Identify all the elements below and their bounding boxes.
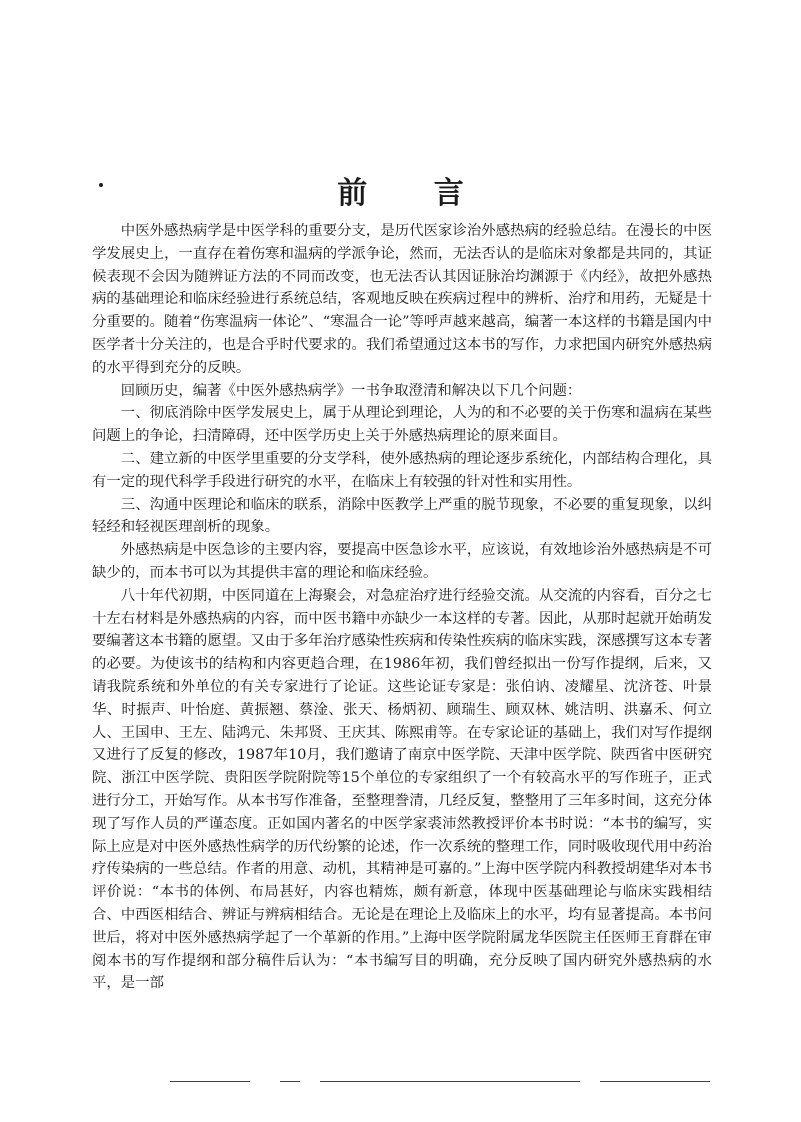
paragraph: 八十年代初期，中医同道在上海聚会，对急症治疗进行经验交流。从交流的内容看，百分之七十左右材料是外感热病的内容，而中医书籍中亦缺少一本这样的专著。因此，从那时起就开始萌发要编著这本书籍的愿望。又由于多年治疗感染性疾病和传染性疾病的临床实践，深感撰写这本专著的必要。为使该书的结构和内容更趋合理，在1986年初，我们曾经拟出一份写作提纲，后来，又请我院系统和外单位的有关专家进行了论证。这些论证专家是：张伯讷、凌耀星、沈济苍、叶景华、时振声、叶怡庭、黄振翘、蔡淦、张天、杨炳初、顾瑞生、顾双林、姚洁明、洪嘉禾、何立人、王国申、王左、陆鸿元、朱邦贤、王庆其、陈熙甫等。在专家论证的基础上，我们对写作提纲又进行了反复的修改，1987年10月，我们邀请了南京中医学院、天津中医学院、陕西省中医研究院、浙江中医学院、贵阳医学院附院等15个单位的专家组织了一个有较高水平的写作班子，正式进行分工，开始写作。从本书写作准备，至整理誊清，几经反复，整整用了三年多时间，这充分体现了写作人员的严谨态度。正如国内著名的中医学家裘沛然教授评价本书时说：“本书的编写，实际上应是对中医外感热性病学的历代纷繁的论述，作一次系统的整理工作，同时吸收现代用中药治疗传染病的一些总结。作者的用意、动机，其精神是可嘉的。”上海中医学院内科教授胡建华对本书评价说：“本书的体例、布局甚好，内容也精炼，颇有新意，体现中医基础理论与临床实践相结合、中西医相结合、辨证与辨病相结合。无论是在理论上及临床上的水平，均有显著提高。本书问世后，将对中医外感热病学起了一个革新的作用。”上海中医学院附属龙华医院主任医师王育群在审阅本书的写作提纲和部分稿件后认为：“本书编写目的明确，充分反映了国内研究外感热病的水平，是一部: [92, 587, 712, 992]
paragraph: 外感热病是中医急诊的主要内容，要提高中医急诊水平，应该说，有效地诊治外感热病是不可缺少的，而本书可以为其提供丰富的理论和临床经验。: [92, 542, 712, 581]
preface-body: [92, 220, 712, 995]
paragraph: 二、建立新的中医学里重要的分支学科，使外感热病的理论逐步系统化，内部结构合理化，具有一定的现代科学手段进行研究的水平，在临床上有较强的针对性和实用性。: [92, 450, 712, 490]
paragraph: 回顾历史，编著《中医外感热病学》一书争取澄清和解决以下几个问题：: [120, 382, 582, 399]
paragraph: 中医外感热病学是中医学科的重要分支，是历代医家诊治外感热病的经验总结。在漫长的中医学发展史上，一直存在着伤寒和温病的学派争论，然而，无法否认的是临床对象都是共同的，其证候表现不会因为随辨证方法的不同而改变，也无法否认其因证脉治均渊源于《内经》，故把外感热病的基础理论和临床经验进行系统总结，客观地反映在疾病过程中的辨析、治疗和用药，无疑是十分重要的。随着“伤寒温病一体论”、“寒温合一论”等呼声越来越高，编著一本这样的书籍是国内中医学者十分关注的，也是合乎时代要求的。我们希望通过这本书的写作，力求把国内研究外感热病的水平得到充分的反映。: [92, 223, 712, 376]
paragraph: 一、彻底消除中医学发展史上，属于从理论到理论，人为的和不必要的关于伤寒和温病在某些问题上的争论，扫清障碍，还中医学历史上关于外感热病理论的原来面目。: [92, 405, 712, 445]
page-title: 前 言: [337, 176, 492, 211]
paragraph: 三、沟通中医理论和临床的联系，消除中医教学上严重的脱节现象，不必要的重复现象，以纠轻经和轻视医理剖析的现象。: [92, 496, 712, 536]
footer-rule: [170, 1081, 760, 1085]
